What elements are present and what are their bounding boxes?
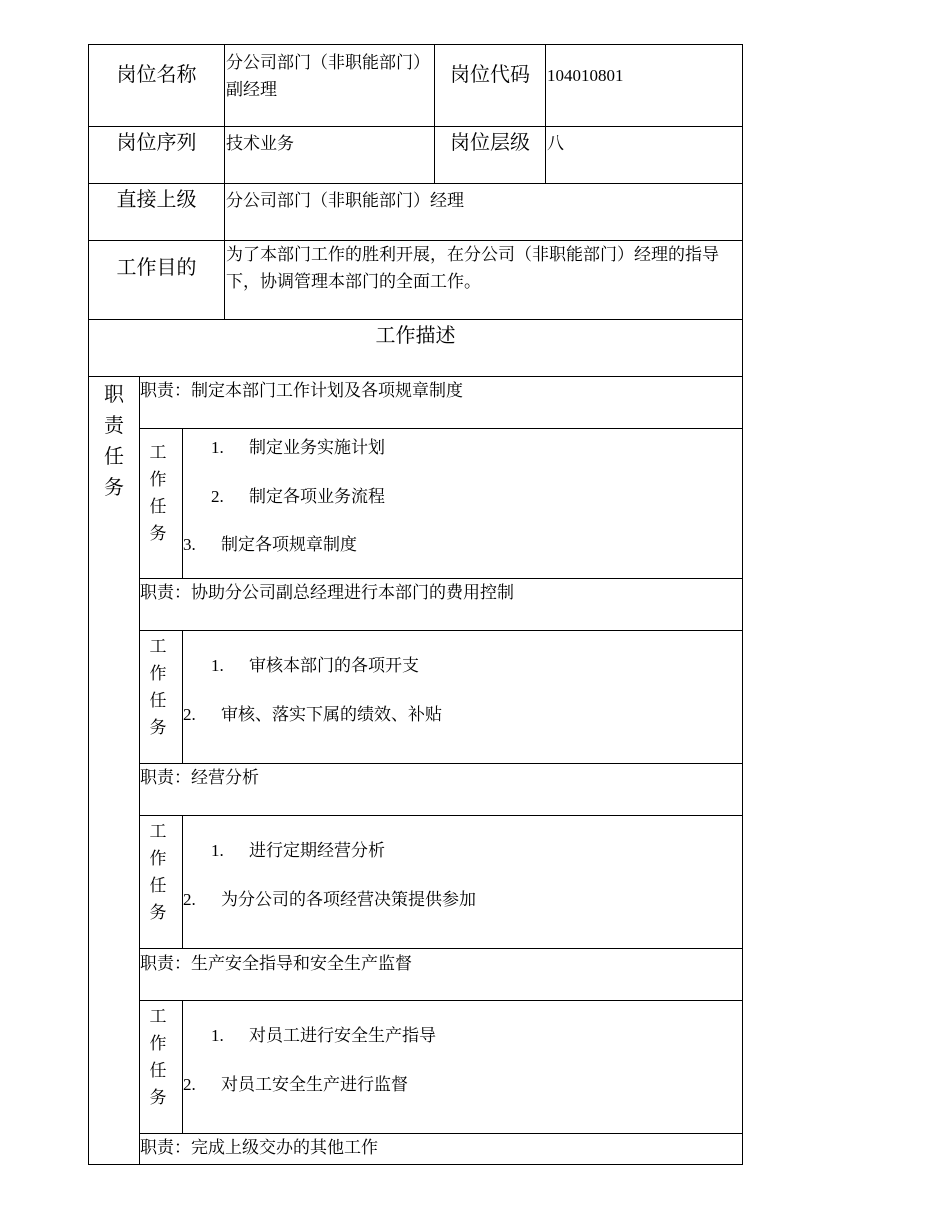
task-vertical-label: 工 作 任 务 [149, 637, 167, 737]
task-item: 2. 制定各项业务流程 [211, 487, 385, 506]
task-item: 2. 审核、落实下属的绩效、补贴 [183, 705, 442, 724]
table-border-bottom [88, 1164, 743, 1165]
row-divider [139, 948, 743, 949]
col-divider [224, 44, 225, 319]
task-vertical-label: 工 作 任 务 [149, 822, 167, 922]
duty-title: 职责：协助分公司副总经理进行本部门的费用控制 [140, 583, 514, 602]
sequence-label: 岗位序列 [116, 132, 197, 154]
row-divider [139, 428, 743, 429]
duties-vertical-label: 职 责 任 务 [104, 384, 124, 499]
col-divider [545, 44, 546, 183]
level-value: 八 [547, 134, 564, 153]
duty-title: 职责：生产安全指导和安全生产监督 [140, 954, 412, 973]
col-divider [182, 630, 183, 763]
position-name-value: 分公司部门（非职能部门）副经理 [226, 53, 422, 100]
description-title: 工作描述 [375, 325, 456, 347]
row-divider [88, 183, 743, 184]
task-item: 2. 对员工安全生产进行监督 [183, 1075, 408, 1094]
table-border-top [88, 44, 743, 45]
position-code-value: 104010801 [547, 66, 624, 85]
task-item: 1. 审核本部门的各项开支 [211, 656, 419, 675]
row-divider [139, 1000, 743, 1001]
position-name-label: 岗位名称 [116, 64, 197, 86]
task-item: 3. 制定各项规章制度 [183, 535, 357, 554]
col-divider [182, 815, 183, 948]
row-divider [88, 319, 743, 320]
task-vertical-label: 工 作 任 务 [149, 443, 167, 543]
sequence-value: 技术业务 [226, 134, 294, 153]
row-divider [139, 630, 743, 631]
task-vertical-label: 工 作 任 务 [149, 1007, 167, 1107]
table-border-right [742, 44, 743, 1165]
col-divider [182, 428, 183, 578]
duty-title: 职责：经营分析 [140, 768, 259, 787]
duty-title: 职责：完成上级交办的其他工作 [140, 1138, 378, 1157]
duty-title: 职责：制定本部门工作计划及各项规章制度 [140, 381, 463, 400]
superior-label: 直接上级 [116, 189, 197, 211]
purpose-value: 为了本部门工作的胜利开展，在分公司（非职能部门）经理的指导下，协调管理本部门的全面工作。 [226, 245, 719, 292]
position-code-label: 岗位代码 [450, 64, 530, 86]
task-item: 1. 制定业务实施计划 [211, 438, 385, 457]
row-divider [88, 126, 743, 127]
superior-value: 分公司部门（非职能部门）经理 [226, 191, 464, 210]
level-label: 岗位层级 [450, 132, 530, 154]
row-divider [139, 815, 743, 816]
purpose-label: 工作目的 [116, 257, 197, 279]
task-item: 2. 为分公司的各项经营决策提供参加 [183, 890, 476, 909]
task-item: 1. 对员工进行安全生产指导 [211, 1026, 436, 1045]
task-item: 1. 进行定期经营分析 [211, 841, 385, 860]
col-divider [182, 1000, 183, 1133]
